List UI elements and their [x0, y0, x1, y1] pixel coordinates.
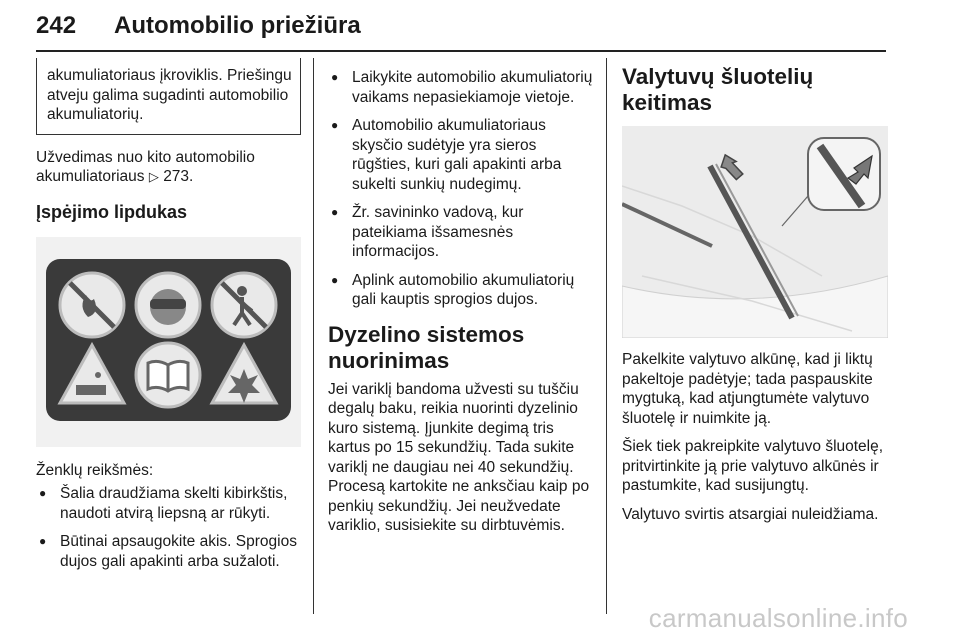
jump-start-link[interactable]: 273.	[163, 168, 194, 185]
header-rule	[36, 50, 886, 52]
wiper-paragraph: Valytuvo svirtis atsargiai nuleidžiama.	[622, 505, 879, 523]
manual-book-icon	[136, 343, 200, 407]
wiper-heading: Valytuvų šluotelių keitimas	[622, 64, 814, 115]
diesel-heading: Dyzelino sistemos nuorinimas	[328, 321, 525, 373]
list-item: ● Laikykite automobilio akumuliatorių vaikams nepasiekiamoje vietoje.	[328, 68, 593, 107]
column-3	[622, 58, 888, 524]
warning-box	[36, 58, 301, 135]
page-number: 242	[36, 12, 77, 39]
column-divider-right	[606, 58, 607, 614]
list-item: ● Automobilio akumuliatoriaus skysčio sudėtyje yra sieros rūgšties, kuri gali apakinti arba sukelti sunkių nudegimų.	[328, 116, 593, 194]
no-fire-icon	[60, 273, 124, 337]
warning-box-text: akumuliatoriaus įkroviklis. Priešingu atveju galima sugadinti automobilio akumuliatorių.	[47, 67, 292, 123]
meanings-label: Ženklų reikšmės:	[36, 461, 154, 479]
jump-start-text: Užvedimas nuo kito automobilio akumuliatoriaus	[36, 148, 255, 185]
wiper-paragraph: Pakelkite valytuvo alkūnę, kad ji liktų pakeltoje padėtyje; tada paspauskite mygtuką, kad atjungtumėte valytuvo šluotelę ir nuimkite ją.	[622, 351, 873, 427]
battery-safety-list	[328, 68, 593, 310]
warning-label-heading: Įspėjimo lipdukas	[36, 201, 188, 222]
triangle-reference-icon: ▷	[148, 169, 159, 184]
list-item: ● Būtinai apsaugokite akis. Sprogios dujos gali apakinti arba sužaloti.	[36, 532, 301, 571]
column-1	[36, 58, 301, 580]
chapter-title: Automobilio priežiūra	[114, 12, 361, 39]
jump-start-paragraph	[36, 148, 301, 187]
list-item: ● Žr. savininko vadovą, kur pateikiama išsamesnės informacijos.	[328, 203, 593, 262]
wiper-illustration	[622, 126, 888, 338]
wiper-paragraph: Šiek tiek pakreipkite valytuvo šluotelę, pritvirtinkite ją prie valytuvo alkūnės ir pastumkite, kad susijungtų.	[622, 438, 884, 494]
eye-protection-icon	[136, 273, 200, 337]
page-header	[36, 0, 886, 50]
list-item: ● Šalia draudžiama skelti kibirkštis, naudoti atvirą liepsną ar rūkyti.	[36, 484, 301, 523]
diesel-text: Jei variklį bandoma užvesti su tuščiu degalų baku, reikia nuorinti dyzelinio kuro sistemą. Įjunkite degimą tris kartus po 15 sekundžių. Tada sukite variklį ne daugiau nei 40 sekundžių. Procesą kartokite ne anksčiau kaip po penkių sekundžių. Jei neužvedate variklio, susisiekite su dirbtuvėmis.	[328, 380, 590, 534]
column-divider-left	[313, 58, 314, 614]
keep-children-away-icon	[212, 273, 276, 337]
watermark: carmanualsonline.info	[648, 603, 908, 633]
list-item: ● Aplink automobilio akumuliatorių gali kauptis sprogios dujos.	[328, 271, 593, 310]
meanings-list	[36, 484, 301, 571]
warning-label-image	[36, 237, 301, 447]
column-2	[328, 58, 593, 536]
